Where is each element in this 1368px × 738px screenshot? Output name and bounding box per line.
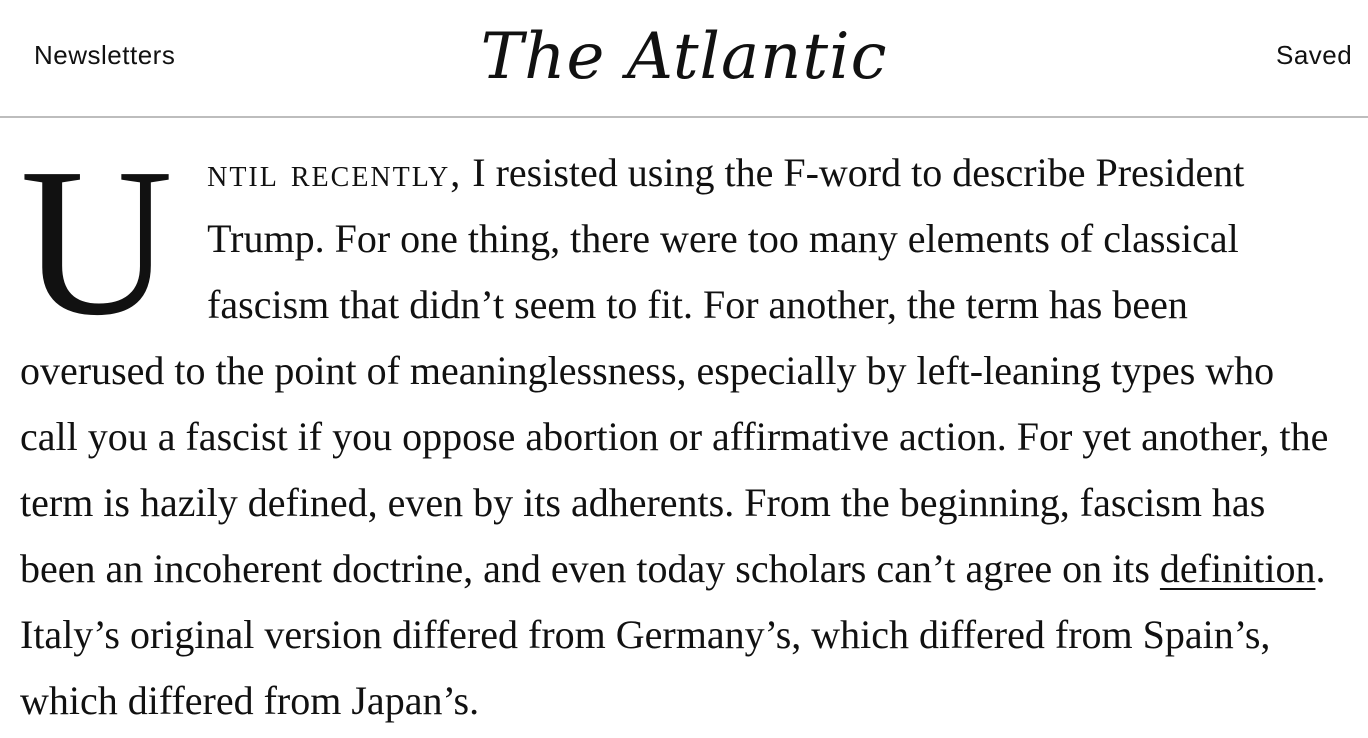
paragraph-text: I resisted using the F-word to describe President Trump. For one thing, there were too many elements of classical fascism that didn’t seem to fit. For another, the term has been overused to the point of meaninglessness, especially by left-leaning types who call you a fascist if you oppose abortion or affirmative action. For yet another, the term is hazily defined, even by its adherents. From the beginning, fascism has been an incoherent doctrine, and even today scholars can’t agree on its xyxy=(20,150,1329,591)
newsletters-link[interactable]: Newsletters xyxy=(34,40,176,70)
article-body xyxy=(20,124,1340,734)
paragraph-text-end: . Italy’s original version differed from Germany’s, which differed from Spain’s, which differed from Japan’s. xyxy=(20,546,1326,723)
article-paragraph xyxy=(20,124,1340,734)
drop-cap: U xyxy=(20,124,174,359)
site-header xyxy=(0,0,1368,118)
lead-in: ntil recently, xyxy=(207,150,463,195)
definition-link[interactable]: definition xyxy=(1159,546,1316,591)
site-logo[interactable]: The Atlantic xyxy=(480,20,888,94)
saved-link[interactable]: Saved xyxy=(1276,40,1353,70)
